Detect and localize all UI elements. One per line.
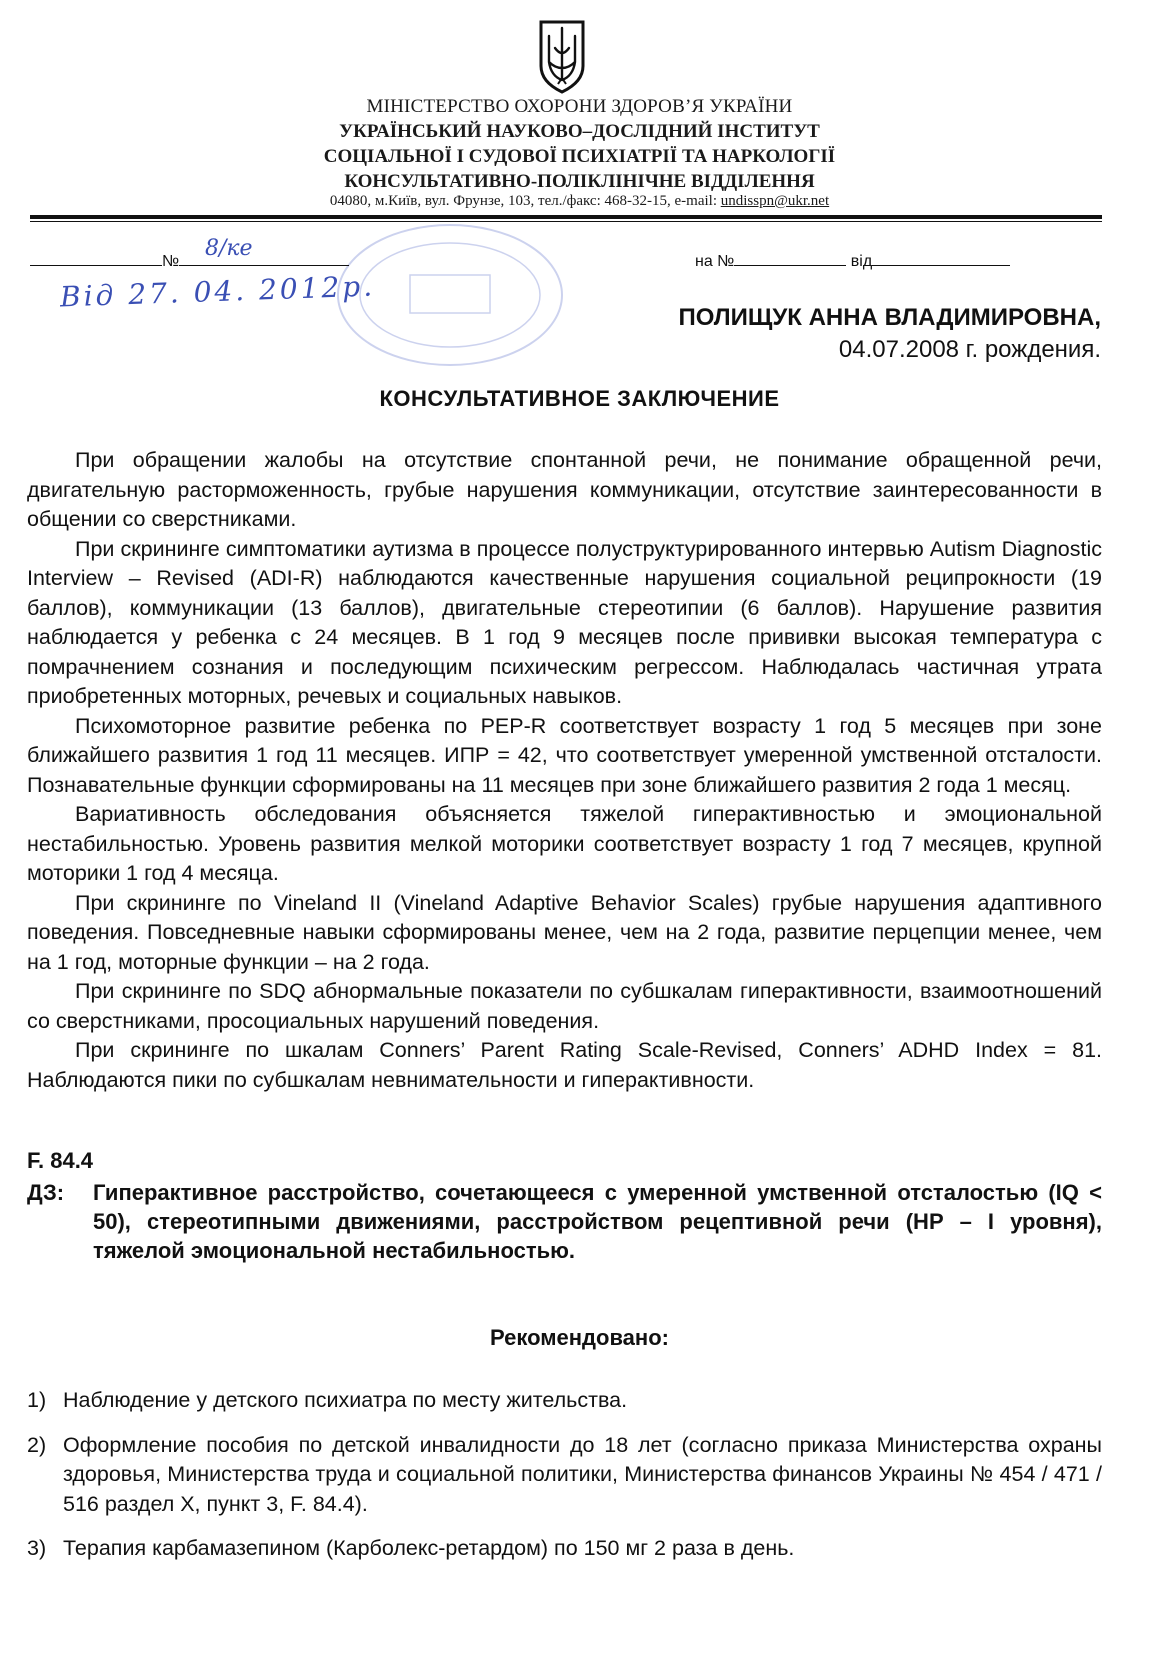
list-item-number: 1) <box>27 1388 47 1412</box>
list-item-text: Оформление пособия по детской инвалидности до 18 лет (согласно приказа Министерства охраны здоровья, Министерства труда и социальной политики, Министерства финансов Украины № 454 / 471 / 516 раздел X, пункт 3, F. 84.4). <box>63 1432 1102 1516</box>
diagnosis-label: ДЗ: <box>27 1180 65 1205</box>
ref-no-label: № <box>162 253 180 270</box>
list-item <box>27 1431 1102 1520</box>
patient-birth: 04.07.2008 г. рождения. <box>838 336 1101 363</box>
letterhead-rule <box>30 215 1102 219</box>
handwritten-date: Від 27. 04. 2012р. <box>59 269 376 314</box>
patient-block <box>678 302 1101 366</box>
reply-no-line <box>734 249 846 266</box>
paragraph: Психомоторное развитие ребенка по PEP-R соответствует возрасту 1 год 5 месяцев при зоне ближайшего развития 1 год 11 месяцев. ИПР = 42, что соответствует умеренной умственной отсталости. Познавательные функции сформированы на 11 месяцев при зоне ближайшего развития 2 года 1 месяц. <box>27 713 1102 797</box>
list-item <box>27 1386 1102 1416</box>
conclusion-body <box>27 446 1102 1095</box>
reply-ref <box>695 249 1010 271</box>
diagnosis-code: F. 84.4 <box>27 1148 94 1173</box>
list-item <box>27 1534 1102 1564</box>
document-title: КОНСУЛЬТАТИВНОЕ ЗАКЛЮЧЕНИЕ <box>379 386 780 411</box>
recommendations-list <box>27 1386 1102 1579</box>
ref-blank-line <box>30 249 162 266</box>
diagnosis-block <box>27 1178 1102 1265</box>
list-item-text: Терапия карбамазепином (Карболекс-ретардом) по 150 мг 2 раза в день. <box>63 1536 795 1560</box>
patient-name: ПОЛИЩУК АННА ВЛАДИМИРОВНА, <box>678 304 1101 331</box>
trident-crest-icon <box>537 18 587 94</box>
paragraph: При обращении жалобы на отсутствие спонтанной речи, не понимание обращенной речи, двигательную расторможенность, грубые нарушения коммуникации, отсутствие заинтересованности в общении со сверстниками. <box>27 448 1102 531</box>
paragraph: При скрининге по SDQ абнормальные показатели по субшкалам гиперактивности, взаимоотношений со сверстниками, просоциальных нарушений поведения. <box>27 979 1102 1033</box>
letterhead-institute-field: СОЦІАЛЬНОЇ І СУДОВОЇ ПСИХІАТРІЇ ТА НАРКОЛОГІЇ <box>323 146 836 167</box>
email-link[interactable]: undisspn@ukr.net <box>720 193 830 209</box>
outgoing-ref <box>30 249 349 271</box>
paragraph: Вариативность обследования объясняется тяжелой гиперактивностью и эмоциональной нестабильностью. Уровень развития мелкой моторики соответствует возрасту 1 год 7 месяцев, крупной моторики 1 год 4 месяца. <box>27 802 1102 885</box>
list-item-text: Наблюдение у детского психиатра по месту жительства. <box>63 1388 628 1412</box>
reply-from-line <box>872 249 1010 266</box>
letterhead-address <box>0 193 1159 210</box>
recommendations-heading: Рекомендовано: <box>490 1325 669 1350</box>
paragraph: При скрининге по шкалам Conners’ Parent Rating Scale-Revised, Conners’ ADHD Index = 81. Наблюдаются пики по субшкалам невнимательности и гиперактивности. <box>27 1038 1102 1092</box>
paragraph: При скрининге симптоматики аутизма в процессе полуструктурированного интервью Autism Diagnostic Interview – Revised (ADI-R) наблюдаются качественные нарушения социальной реципрокности (19 баллов), коммуникации (13 баллов), двигательные стереотипии (6 баллов). Нарушение развития наблюдается у ребенка с 24 месяцев. В 1 год 9 месяцев после прививки высокая температура с помрачнением сознания и последующим психическим регрессом. Наблюдалась частичная утрата приобретенных моторных, речевых и социальных навыков. <box>27 536 1102 708</box>
paragraph: При скрининге по Vineland II (Vineland Adaptive Behavior Scales) грубые нарушения адаптивного поведения. Повседневные навыки сформированы менее, чем на 2 года, развитие перцепции менее, чем на 1 год, моторные функции – на 2 года. <box>27 890 1102 974</box>
reply-from-label: від <box>850 253 873 270</box>
letterhead-department: КОНСУЛЬТАТИВНО-ПОЛІКЛІНІЧНЕ ВІДДІЛЕННЯ <box>344 171 815 192</box>
address-text: 04080, м.Київ, вул. Фрунзе, 103, тел./факс: 468-32-15, e-mail: <box>329 193 721 209</box>
letterhead-ministry: МІНІСТЕРСТВО ОХОРОНИ ЗДОРОВ’Я УКРАЇНИ <box>366 96 793 117</box>
diagnosis-text: Гиперактивное расстройство, сочетающееся с умеренной умственной отсталостью (IQ < 50), стереотипными движениями, расстройством рецептивной речи (НР – I уровня), тяжелой эмоциональной нестабильностью. <box>93 1180 1102 1263</box>
letterhead-institute: УКРАЇНСЬКИЙ НАУКОВО–ДОСЛІДНИЙ ІНСТИТУТ <box>339 121 820 142</box>
reply-no-label: на № <box>695 253 735 270</box>
handwritten-ref-number: 8/ке <box>205 236 253 261</box>
list-item-number: 2) <box>27 1432 47 1457</box>
list-item-number: 3) <box>27 1536 47 1560</box>
